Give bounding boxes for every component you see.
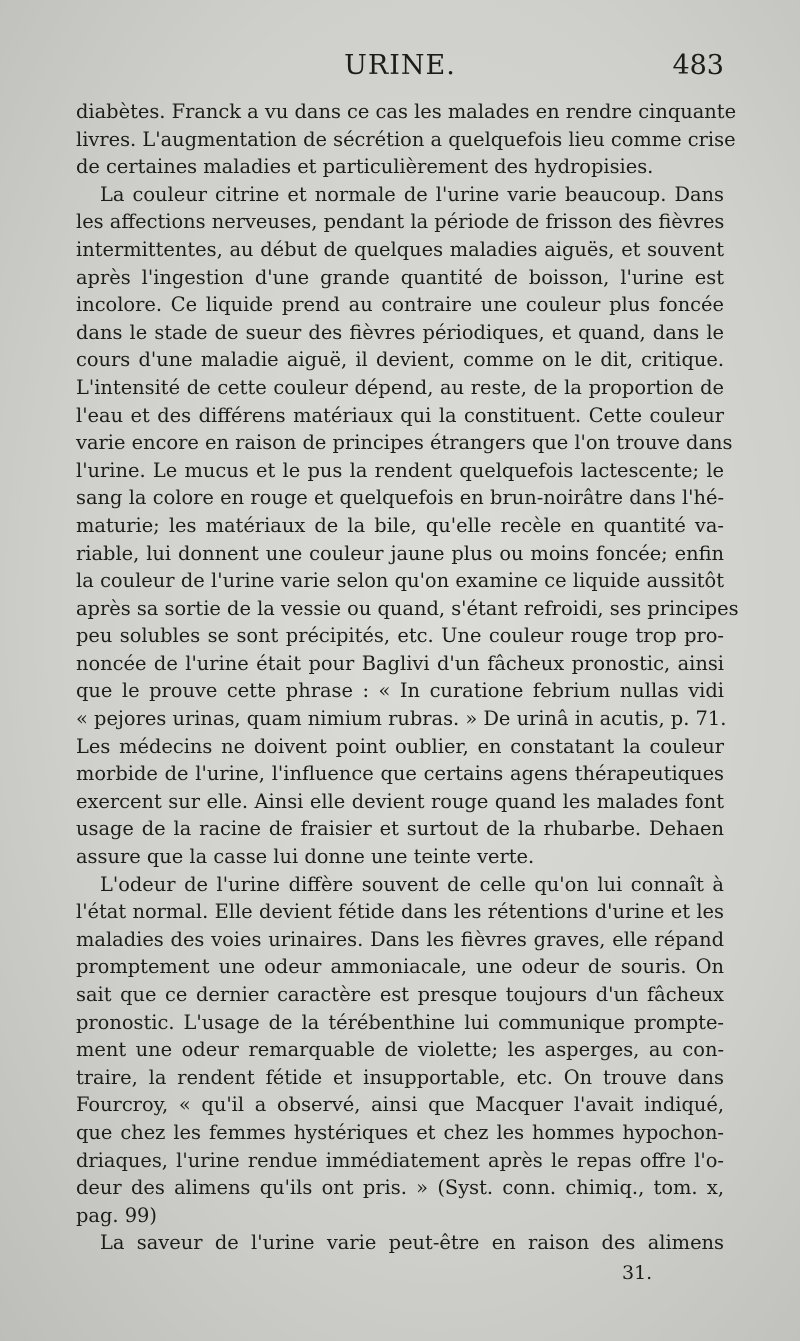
text-line: Fourcroy, « qu'il a observé, ainsi que Macquer l'avait indiqué,: [76, 1093, 724, 1117]
printer-signature: 31.: [622, 1262, 653, 1284]
text-line: l'urine. Le mucus et le pus la rendent quelquefois lactescente; le: [76, 458, 724, 482]
text-line: promptement une odeur ammoniacale, une odeur de souris. On: [76, 955, 724, 979]
text-line: la couleur de l'urine varie selon qu'on examine ce liquide aussitôt: [76, 569, 724, 593]
text-line: sang la colore en rouge et quelquefois en brun-noirâtre dans l'hé-: [76, 486, 724, 510]
text-line: ment une odeur remarquable de violette; les asperges, au con-: [76, 1038, 724, 1062]
text-line: sait que ce dernier caractère est presque toujours d'un fâcheux: [76, 983, 724, 1006]
text-line: livres. L'augmentation de sécrétion a quelquefois lieu comme crise: [76, 127, 736, 151]
text-line: que chez les femmes hystériques et chez les hommes hypochon-: [76, 1120, 724, 1144]
text-line: noncée de l'urine était pour Baglivi d'un fâcheux pronostic, ainsi: [76, 651, 724, 675]
text-line: après sa sortie de la vessie ou quand, s'étant refroidi, ses principes: [76, 596, 739, 620]
text-line: usage de la racine de fraisier et surtout de la rhubarbe. Dehaen: [76, 817, 724, 841]
text-line: morbide de l'urine, l'influence que certains agens thérapeutiques: [76, 762, 724, 786]
text-line: L'odeur de l'urine diffère souvent de celle qu'on lui connaît à: [100, 872, 724, 896]
text-line: traire, la rendent fétide et insupportable, etc. On trouve dans: [76, 1065, 724, 1089]
text-line: dans le stade de sueur des fièvres périodiques, et quand, dans le: [76, 320, 724, 344]
running-title: URINE.: [344, 50, 456, 81]
text-line: les affections nerveuses, pendant la période de frisson des fièvres: [76, 210, 725, 234]
text-line: diabètes. Franck a vu dans ce cas les malades en rendre cinquante: [76, 100, 737, 123]
text-line: varie encore en raison de principes étrangers que l'on trouve dans: [76, 431, 733, 455]
text-line: intermittentes, au début de quelques maladies aiguës, et souvent: [76, 237, 724, 261]
page-header: [76, 50, 724, 90]
text-line: pronostic. L'usage de la térébenthine lui communique prompte-: [76, 1010, 724, 1034]
text-line: l'état normal. Elle devient fétide dans les rétentions d'urine et les: [76, 900, 724, 924]
text-line: exercent sur elle. Ainsi elle devient rouge quand les malades font: [76, 789, 724, 813]
text-line: peu solubles se sont précipités, etc. Une couleur rouge trop pro-: [76, 624, 724, 648]
text-line: l'eau et des différens matériaux qui la constituent. Cette couleur: [76, 403, 724, 427]
text-line: pag. 99): [76, 1203, 157, 1227]
text-line: driaques, l'urine rendue immédiatement après le repas offre l'o-: [76, 1148, 724, 1172]
text-line: maturie; les matériaux de la bile, qu'elle recèle en quantité va-: [76, 513, 724, 537]
text-line: « pejores urinas, quam nimium rubras. » De urinâ in acutis, p. 71.: [76, 707, 727, 731]
text-line: La saveur de l'urine varie peut-être en raison des alimens: [100, 1231, 724, 1255]
text-line: incolore. Ce liquide prend au contraire une couleur plus foncée: [76, 293, 724, 317]
text-line: que le prouve cette phrase : « In curatione febrium nullas vidi: [76, 679, 724, 703]
text-line: assure que la casse lui donne une teinte verte.: [76, 845, 535, 869]
page-number: 483: [672, 50, 724, 81]
text-line: deur des alimens qu'ils ont pris. » (Syst. conn. chimiq., tom. x,: [76, 1176, 724, 1200]
text-line: maladies des voies urinaires. Dans les fièvres graves, elle répand: [76, 927, 724, 951]
body-text: [76, 98, 739, 1257]
text-line: La couleur citrine et normale de l'urine varie beaucoup. Dans: [100, 182, 724, 206]
text-line: riable, lui donnent une couleur jaune plus ou moins foncée; enfin: [76, 541, 724, 565]
text-line: Les médecins ne doivent point oublier, en constatant la couleur: [76, 734, 724, 758]
text-line: de certaines maladies et particulièrement des hydropisies.: [76, 155, 654, 179]
text-line: L'intensité de cette couleur dépend, au reste, de la proportion de: [76, 375, 724, 399]
text-line: après l'ingestion d'une grande quantité de boisson, l'urine est: [76, 265, 724, 289]
text-line: cours d'une maladie aiguë, il devient, comme on le dit, critique.: [76, 348, 724, 372]
